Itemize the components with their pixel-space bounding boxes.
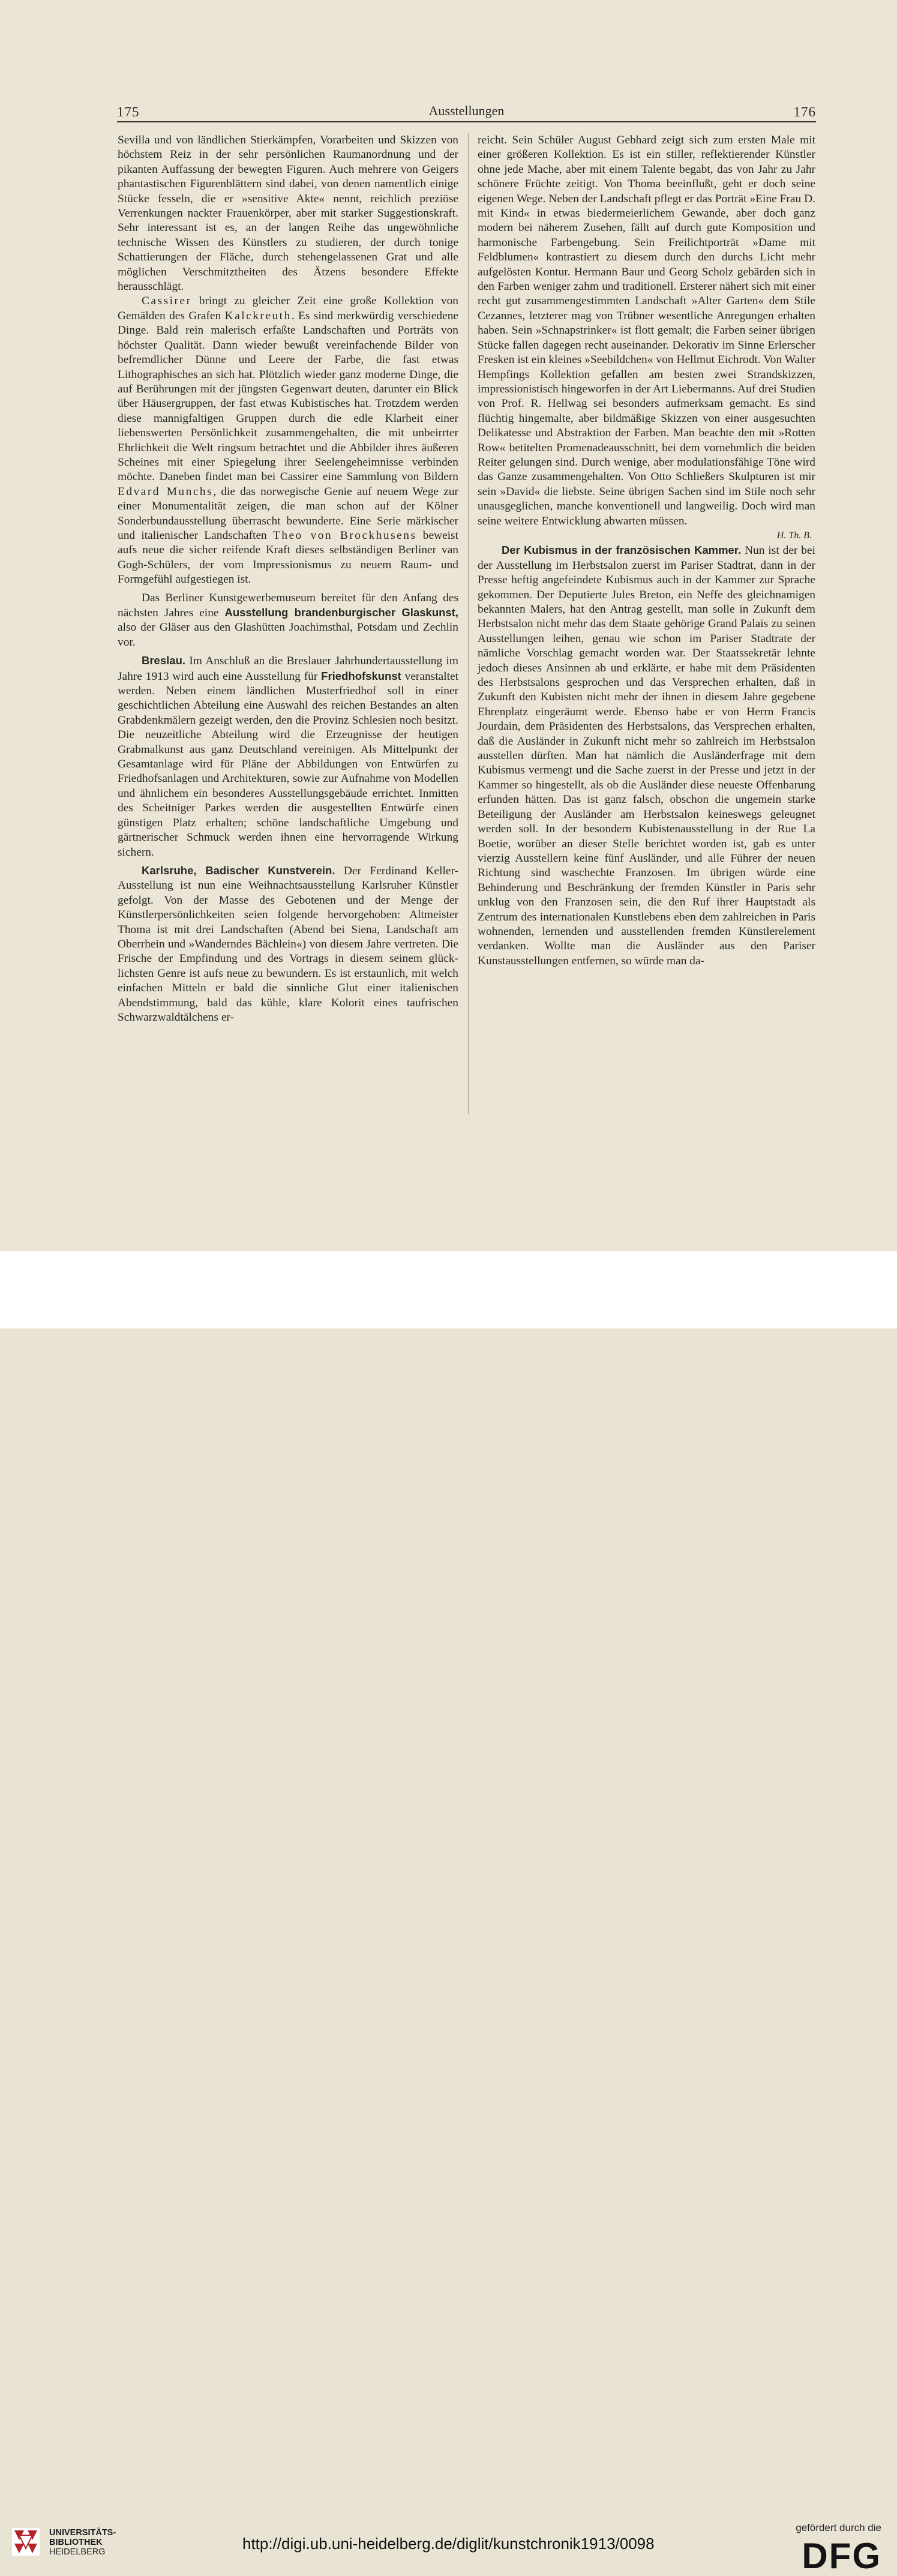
text-run: . Es sind merkwürdig verschiedene Dinge. Bald rein malerisch erfaßte Landschaften und Porträts von höchster Qualität. Dann wieder bewußt vereinfachende Bilder von befremdlicher Dünne und Leere der Farbe, die fast etwas Lithographisches an sich hat. Plötzlich wieder ganz moderne Dinge, die auf Berührungen mit der jüngsten Gegenwart deuten, darunter ein Blick über Häusergruppen, der fast etwas Kubistisches hat. Trotzdem werden diese mannigfaltigen Gruppen durch die edle Klarheit einer liebenswerten Persönlichkeit zusammengehalten, die mit unbeirrter Ehrlichkeit die Welt ringsum betrachtet und die Abbilder ihres äußeren Scheines mit einer Spiegelung ihrer Seelengeheimnisse verbinden möchte. Daneben findet man bei Cassirer eine Sammlung von Bildern: [118, 309, 458, 484]
running-title: Ausstellungen: [428, 103, 505, 118]
left-column: [118, 133, 458, 1025]
library-name-line: BIBLIOTHEK: [49, 2538, 103, 2547]
library-name-line: HEIDELBERG: [49, 2547, 106, 2557]
paragraph-kubismus: [478, 543, 815, 968]
text-run: bringt zu gleicher Zeit eine große Kollektion von Gemälden des Grafen: [118, 295, 458, 322]
ub-heidelberg-logo-icon: [12, 2528, 40, 2556]
text-run: Der Ferdinand Keller-Ausstellung ist nun eine Weihnachtsausstellung Karlsruher Künstler gefolgt. Von der Masse des Gebotenen und der Menge der Künstlerpersönlichkeiten seien folgende hervorgehoben: Altmeister Thoma ist mit drei Landschaften (Abend bei Siena, Landschaft am Oberrhein und »Wanderndes Bächlein«) von diesem Jahre vertreten. Die Frische der Empfindung und des Vortrags in diesem seinem glücklichsten Genre ist aufs neue zu bewundern. Es ist erstaunlich, mit welch einfachen Mitteln er bald die sinnliche Glut einer italienischen Abendstimmung, bald das kühle, klare Kolorit eines taufrischen Schwarzwaldtälchens er-: [118, 864, 458, 1024]
permalink-url[interactable]: http://digi.ub.uni-heidelberg.de/diglit/kunstchronik1913/0098: [242, 2535, 655, 2553]
bold-heading: Ausstellung brandenburgischer Glaskunst,: [224, 606, 459, 619]
digitization-footer: [0, 1251, 897, 2576]
text-run: Das Berliner Kunstgewerbemuseum bereitet für den Anfang des nächsten Jahres eine: [118, 591, 458, 619]
paragraph-gebhard: reicht. Sein Schüler August Gebhard zeigt sich zum ersten Male mit einer größeren Kollektion. Es ist ein stiller, reflektierender Künstler ohne jede Mache, aber mit einem Talente begabt, das von Jahr zu Jahr schönere Früchte zeitigt. Von Thoma beeinflußt, geht er doch seine eigenen Wege. Neben der Landschaft pflegt er das Porträt »Eine Frau D. mit Kind« in etwas biedermeierlichem Gewande, aber doch ganz modern bei näherem Zusehen, fällt auf durch gute Komposition und harmonische Farbengebung. Sein Freilichtporträt »Dame mit Feldblumen« kontrastiert zu diesem durch den durchs Licht mehr aufgelösten Kontur. Hermann Baur und Georg Scholz gebärden sich in den Farben weniger zahm und traditionell. Ersterer nähert sich mit einer recht gut zusammengestimmten Landschaft »Alter Garten« dem Stile Cezannes, letzterer mag von Trübner wesentliche Anregungen erhalten haben. Sein »Schnapstrinker« ist flott gemalt; die Farben seiner übrigen Stücke fallen dagegen recht auseinander. Dekorativ im Sinne Erlerscher Fresken ist ein kleines »Seebildchen« von Hellmut Eichrodt. Von Walter Hempfings Kollektion gefallen am besten zwei Strandskizzen, impressionistisch hingeworfen in der Art Liebermanns. Auf drei Studien von Prof. R. Hellwag sei besonders aufmerksam gemacht. Es sind flüchtig hingemalte, aber bildmäßige Skizzen von einer ausgesuchten Delikatesse und Abstraktion der Farben. Man beachte den mit »Rotten Row« betitelten Promenadeausschnitt, bei dem vornehmlich die beiden Reiter gelungen sind. Durch wenige, aber modulationsfähige Töne wird das Ganze zusammengehalten. Von Otto Schließers Skulpturen ist mir sein »David« die liebste. Seine übrigen Sachen sind im Stile noch sehr unausgeglichen, manche konventionell und langweilig. Doch wird man seine weitere Entwicklung abwarten müssen.: [478, 134, 815, 527]
bold-heading: Breslau.: [142, 654, 186, 667]
text-run: also der Gläser aus den Glashütten Joachimsthal, Potsdam und Zechlin vor.: [118, 621, 458, 649]
paragraph-geiger: Sevilla und von ländlichen Stierkämpfen, Vorarbeiten und Skizzen von höchstem Reiz in der sehr persönlichen Raumanordnung und der pikanten Auffassung der bewegten Figuren. Auch mehrere von Geigers phantastischen Figurenblättern sind dabei, von denen namentlich einige Stücke fesseln, die er »sensitive Akte« nennt, reichlich preziöse Verrenkungen nackter Frauenkörper, aber mit starker Suggestionskraft. Sehr interessant ist es, an der langen Reihe das ungewöhnliche technische Wissen des Künstlers zu studieren, der durch tonige Schattierungen der Fläche, durch stehengelassenen Grat und alle möglichen Verschmitztheiten des Ätzens besondere Effekte herausschlägt.: [118, 134, 458, 293]
paragraph-breslau: [118, 653, 458, 860]
text-run: Im Anschluß an die Breslauer Jahrhundertausstellung im Jahre 1913 wird auch eine Ausstellung für: [118, 655, 458, 683]
author-signature: H. Th. B.: [776, 530, 812, 541]
right-column: [478, 133, 815, 968]
page-number-right: 176: [793, 104, 816, 119]
spaced-name: Kalckreuth: [224, 309, 292, 322]
text-run: veranstaltet werden. Neben einem ländlichen Musterfriedhof soll in einer geschichtlichen Abteilung eine Auswahl des reichen Bestandes an alten Grabdenkmälern gezeigt werden, den die Provinz Schlesien noch besitzt. Die neuzeitliche Abteilung wird die Erzeugnisse der heutigen Grabmalkunst aus ganz Deutschland vereinigen. Als Mittelpunkt der Gesamtanlage wird für Pläne der Abbildungen von Entwürfen zu Friedhofsanlagen und Architekturen, sowie zur Aufnahme von Modellen und ähnlichem ein besonderes Ausstellungsgebäude errichtet. Inmitten des Scheitniger Parkes werden die ausgestellten Entwürfe einen günstigen Platz erhalten; schöne landschaftliche Umgebung und gärtnerischer Schmuck werden ihnen eine hervorragende Wirkung sichern.: [118, 670, 459, 859]
spaced-name: Cassirer: [142, 295, 192, 308]
header-rule: [117, 121, 816, 122]
dfg-logo: DFG: [802, 2536, 881, 2576]
paragraph-cassirer: [118, 294, 458, 587]
spaced-name: Edvard Munchs: [118, 485, 214, 498]
bold-heading: Der Kubismus in der französischen Kammer.: [502, 544, 742, 557]
bold-heading: Karlsruhe, Badischer Kunstverein.: [142, 863, 335, 877]
page-number-left: 175: [117, 104, 140, 119]
paragraph-glaskunst: [118, 591, 458, 650]
library-name: [49, 2528, 116, 2557]
text-run: Nun ist der bei der Ausstellung im Herbstsalon zuerst im Pariser Stadtrat, dann in der Presse heftig angefeindete Kubismus auch in der Kammer zur Sprache gekommen. Der Deputierte Jules Breton, ein Neffe des gleichnamigen bekannten Malers, hat den Antrag gestellt, man solle in Zukunft dem Herbstsalon nicht mehr das dem Staate gehörige Grand Palais zu seinen Ausstellungen leihen, genau wie schon im Pariser Stadtrate der nämliche Vorschlag gemacht worden war. Der Staatssekretär lehnte jedoch dieses Ansinnen ab und erklärte, er habe mit dem Präsidenten des Herbstsalons gesprochen und das Versprechen erhalten, daß in Zukunft den Kubisten nicht mehr der ihnen in diesem Jahre gegebene Ehrenplatz eingeräumt werde. Ebenso habe er von Herrn Francis Jourdain, dem Präsidenten des Herbstsalons, das Versprechen erhalten, daß die Ausländer in Zukunft nicht mehr so zahlreich im Herbstsalon ausstellen dürften. Man hat nämlich die Ausländerfrage mit dem Kubismus vermengt und die Sache zuerst in der Presse und jetzt in der Kammer so hingestellt, als ob die Ausländer diese neueste Offenbarung erfunden hätten. Das ist ganz falsch, obschon die ungemein starke Beteiligung der Ausländer am Herbstsalon keineswegs geleugnet werden soll. In der besondern Kubistenausstellung in der Rue La Boetie, worüber an dieser Stelle berichtet worden ist, gab es unter vierzig Ausstellern keine fünf Ausländer, und alle Führer der neuen Richtung sind waschechte Franzosen. Im übrigen würde eine Behinderung und Beschränkung der fremden Künstler in Paris sehr unklug von den Franzosen sein, die den Ruf ihrer Hauptstadt als Zentrum des internationalen Kunstlebens eben dem zahlreichen in Paris wohnenden, lernenden und ausstellenden fremden Künstlerelement verdanken. Wollte man die Ausländer aus den Pariser Kunstausstellungen entfernen, so würde man da-: [478, 544, 815, 967]
text-run: , die das norwegische Genie auf neuem Wege zur einer Monumentalität zeigen, die man schon auf der Kölner Sonderbundausstellung überrascht bewunderte. Eine Serie märkischer und italienischer Landschaften: [118, 485, 458, 542]
bold-heading: Friedhofskunst: [321, 669, 401, 682]
running-header: [117, 102, 816, 122]
library-name-line: UNIVERSITÄTS-: [49, 2528, 116, 2538]
document-page: [0, 0, 897, 1251]
spaced-name: Theo von Brockhusens: [272, 529, 417, 542]
text-run: beweist aufs neue die sicher reifende Kraft dieses selbständigen Berliner van Gogh-Schülers, der vom Impressionismus zu neuem Raum- und Formgefühl aufgestiegen ist.: [118, 529, 458, 586]
funding-note: gefördert durch die: [796, 2522, 881, 2533]
paragraph-karlsruhe: [118, 863, 458, 1025]
